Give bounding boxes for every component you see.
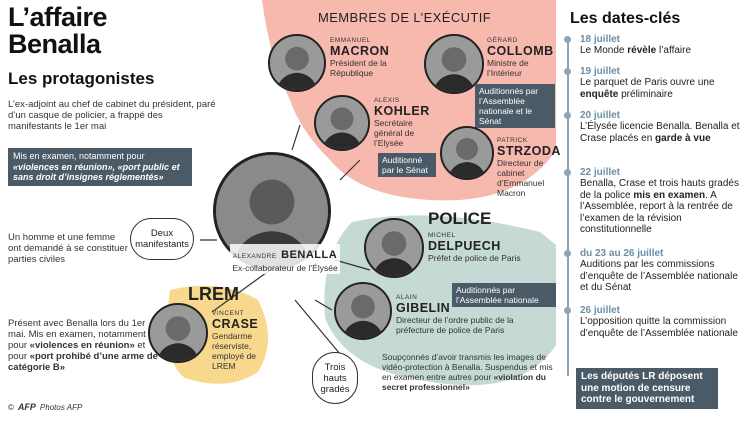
police-audition-tag: Auditionnés par l’Assemblée nationale [452,283,556,307]
crase-role: Gendarme réserviste, employé de LREM [212,331,256,371]
delpuech-first-name: MICHEL [428,232,456,239]
timeline-date: 20 juillet [580,110,621,121]
charges-item-1: «violences en réunion», [13,161,116,172]
strzoda-photo [440,126,494,180]
charges-box [8,148,192,186]
deux-manifestants-bubble: Deux manifestants [130,218,194,260]
collomb-audition-tag: Auditionnés par l’Assemblée nationale et le Sénat [475,84,555,128]
person-icon [442,128,492,178]
macron-photo [268,34,326,92]
intro-text: L’ex-adjoint au chef de cabinet du président, paré d’un casque de policier, a frappé des manifestants le 1er mai [8,99,216,132]
delpuech-label [428,232,528,263]
timeline-item [580,305,740,339]
macron-label [330,37,420,78]
crase-first-name: VINCENT [212,310,245,317]
timeline-dot [564,169,571,176]
timeline-text [580,316,740,339]
page-title [8,4,107,58]
timeline-text-part: Benalla, Crase et trois hauts gradés de la police [580,178,739,201]
page-subtitle: Les protagonistes [8,69,155,88]
timeline-text-part: l’affaire [656,45,692,56]
delpuech-photo [364,218,424,278]
kohler-role: Secrétaire général de l’Elysée [374,118,415,148]
timeline-text-part: Le parquet de Paris ouvre une [580,77,715,88]
police-title: POLICE [428,209,492,228]
timeline-text [580,178,740,236]
lrem-text [8,318,158,373]
lrem-text-3: «violences en réunion» [29,340,135,351]
timeline-text-part: L’Élysée licencie Benalla. Benalla et Crase placés en [580,121,740,144]
strzoda-label [497,137,561,198]
timeline-dot [564,112,571,119]
collomb-label [487,37,555,78]
collomb-last-name: COLLOMB [487,44,554,58]
macron-first-name: EMMANUEL [330,37,371,44]
lrem-title: LREM [188,284,239,304]
timeline-date: du 23 au 26 juillet [580,248,664,259]
timeline-final-box: Les députés LR déposent une motion de censure contre le gouvernement [576,368,718,409]
timeline-text [580,77,740,100]
timeline-item [580,66,740,100]
collomb-first-name: GÉRARD [487,37,518,44]
benalla-last-name: BENALLA [281,249,338,261]
person-icon [366,220,422,276]
lrem-text-2: Mis en examen, notamment pour [8,329,146,351]
photo-credit: Photos AFP [39,402,83,412]
timeline-date: 22 juillet [580,167,621,178]
timeline-text-highlight: mis en examen [633,189,706,201]
timeline-date: 18 juillet [580,34,621,45]
timeline-text-part: Le Monde [580,45,628,56]
kohler-photo [314,95,370,151]
title-line-2: Benalla [8,29,101,59]
kohler-first-name: ALEXIS [374,97,400,104]
gibelin-photo [334,282,392,340]
gibelin-label [396,294,546,335]
timeline-text-highlight: garde à vue [655,132,711,144]
timeline-text-part: préliminaire [618,88,673,100]
crase-label [212,310,272,371]
timeline-text-highlight: révèle [627,45,657,56]
crase-last-name: CRASE [212,317,259,331]
person-icon [150,305,206,361]
grades-text-main: Soupçonnés d’avoir transmis les images de vidéo-protection à Benalla. Suspendus et mis en examen entre autres pour [382,352,553,382]
timeline-text-part: . A l’Assemblée, report à la rentrée de l’examen de la révision constitutionnelle [580,189,733,235]
person-icon [336,284,390,338]
charges-prefix: Mis en examen, notamment pour [13,151,145,161]
kohler-last-name: KOHLER [374,104,430,118]
timeline-item [580,167,740,236]
executif-title: MEMBRES DE L’EXÉCUTIF [318,10,492,25]
timeline-dot [564,307,571,314]
timeline-dot [564,36,571,43]
timeline-text [580,45,740,57]
timeline-text-part: Auditions par les commissions d’enquête de l’Assemblée nationale et du Sénat [580,259,738,293]
kohler-audition-tag: Auditionné par le Sénat [378,153,436,177]
timeline-text-highlight: enquête [580,88,619,100]
macron-role: Président de la République [330,58,387,78]
kohler-label [374,97,436,148]
timeline-title: Les dates-clés [570,10,681,27]
trois-hauts-grades-bubble: Trois hauts gradés [312,352,358,404]
strzoda-role: Directeur de cabinet d’Emmanuel Macron [497,158,545,198]
gibelin-first-name: ALAIN [396,294,418,301]
timeline-item [580,248,740,294]
timeline-text [580,121,740,144]
gibelin-role: Directeur de l’ordre public de la préfecture de police de Paris [396,315,514,335]
charges-item-2: «port public et sans droit d’insignes réglementés» [13,161,180,182]
timeline-date: 19 juillet [580,66,621,77]
delpuech-last-name: DELPUECH [428,239,501,253]
credit [8,402,82,412]
macron-last-name: MACRON [330,44,390,58]
person-icon [426,36,482,92]
gibelin-last-name: GIBELIN [396,301,451,315]
afp-logo: AFP [17,402,36,412]
civil-parties-text: Un homme et une femme ont demandé à se constituer parties civiles [8,232,128,265]
lrem-text-4: et pour [8,340,146,362]
collomb-role: Ministre de l’Intérieur [487,58,529,78]
benalla-first-name: ALEXANDRE [232,253,277,260]
lrem-text-5: «port prohibé d’une arme de catégorie B» [8,351,158,373]
timeline-item [580,110,740,144]
benalla-role: Ex-collaborateur de l’Élysée [232,263,338,273]
timeline-line [567,38,569,376]
timeline-text-part: L’opposition quitte la commission d’enquête de l’Assemblée nationale [580,316,738,339]
timeline-dot [564,68,571,75]
timeline-text [580,259,740,294]
title-line-1: L’affaire [8,2,108,32]
lrem-text-1: Présent avec Benalla lors du 1er mai. [8,318,146,340]
timeline-date: 26 juillet [580,305,621,316]
timeline-dot [564,250,571,257]
person-icon [316,97,368,149]
person-icon [270,36,324,90]
grades-text-charge: «violation du secret professionnel» [382,372,546,392]
benalla-label [230,244,340,274]
timeline-item [580,34,740,57]
strzoda-first-name: PATRICK [497,137,528,144]
copyright-icon: © [8,402,14,412]
grades-text [382,352,554,392]
delpuech-role: Préfet de police de Paris [428,253,521,263]
connector-line [292,125,300,150]
strzoda-last-name: STRZODA [497,144,561,158]
